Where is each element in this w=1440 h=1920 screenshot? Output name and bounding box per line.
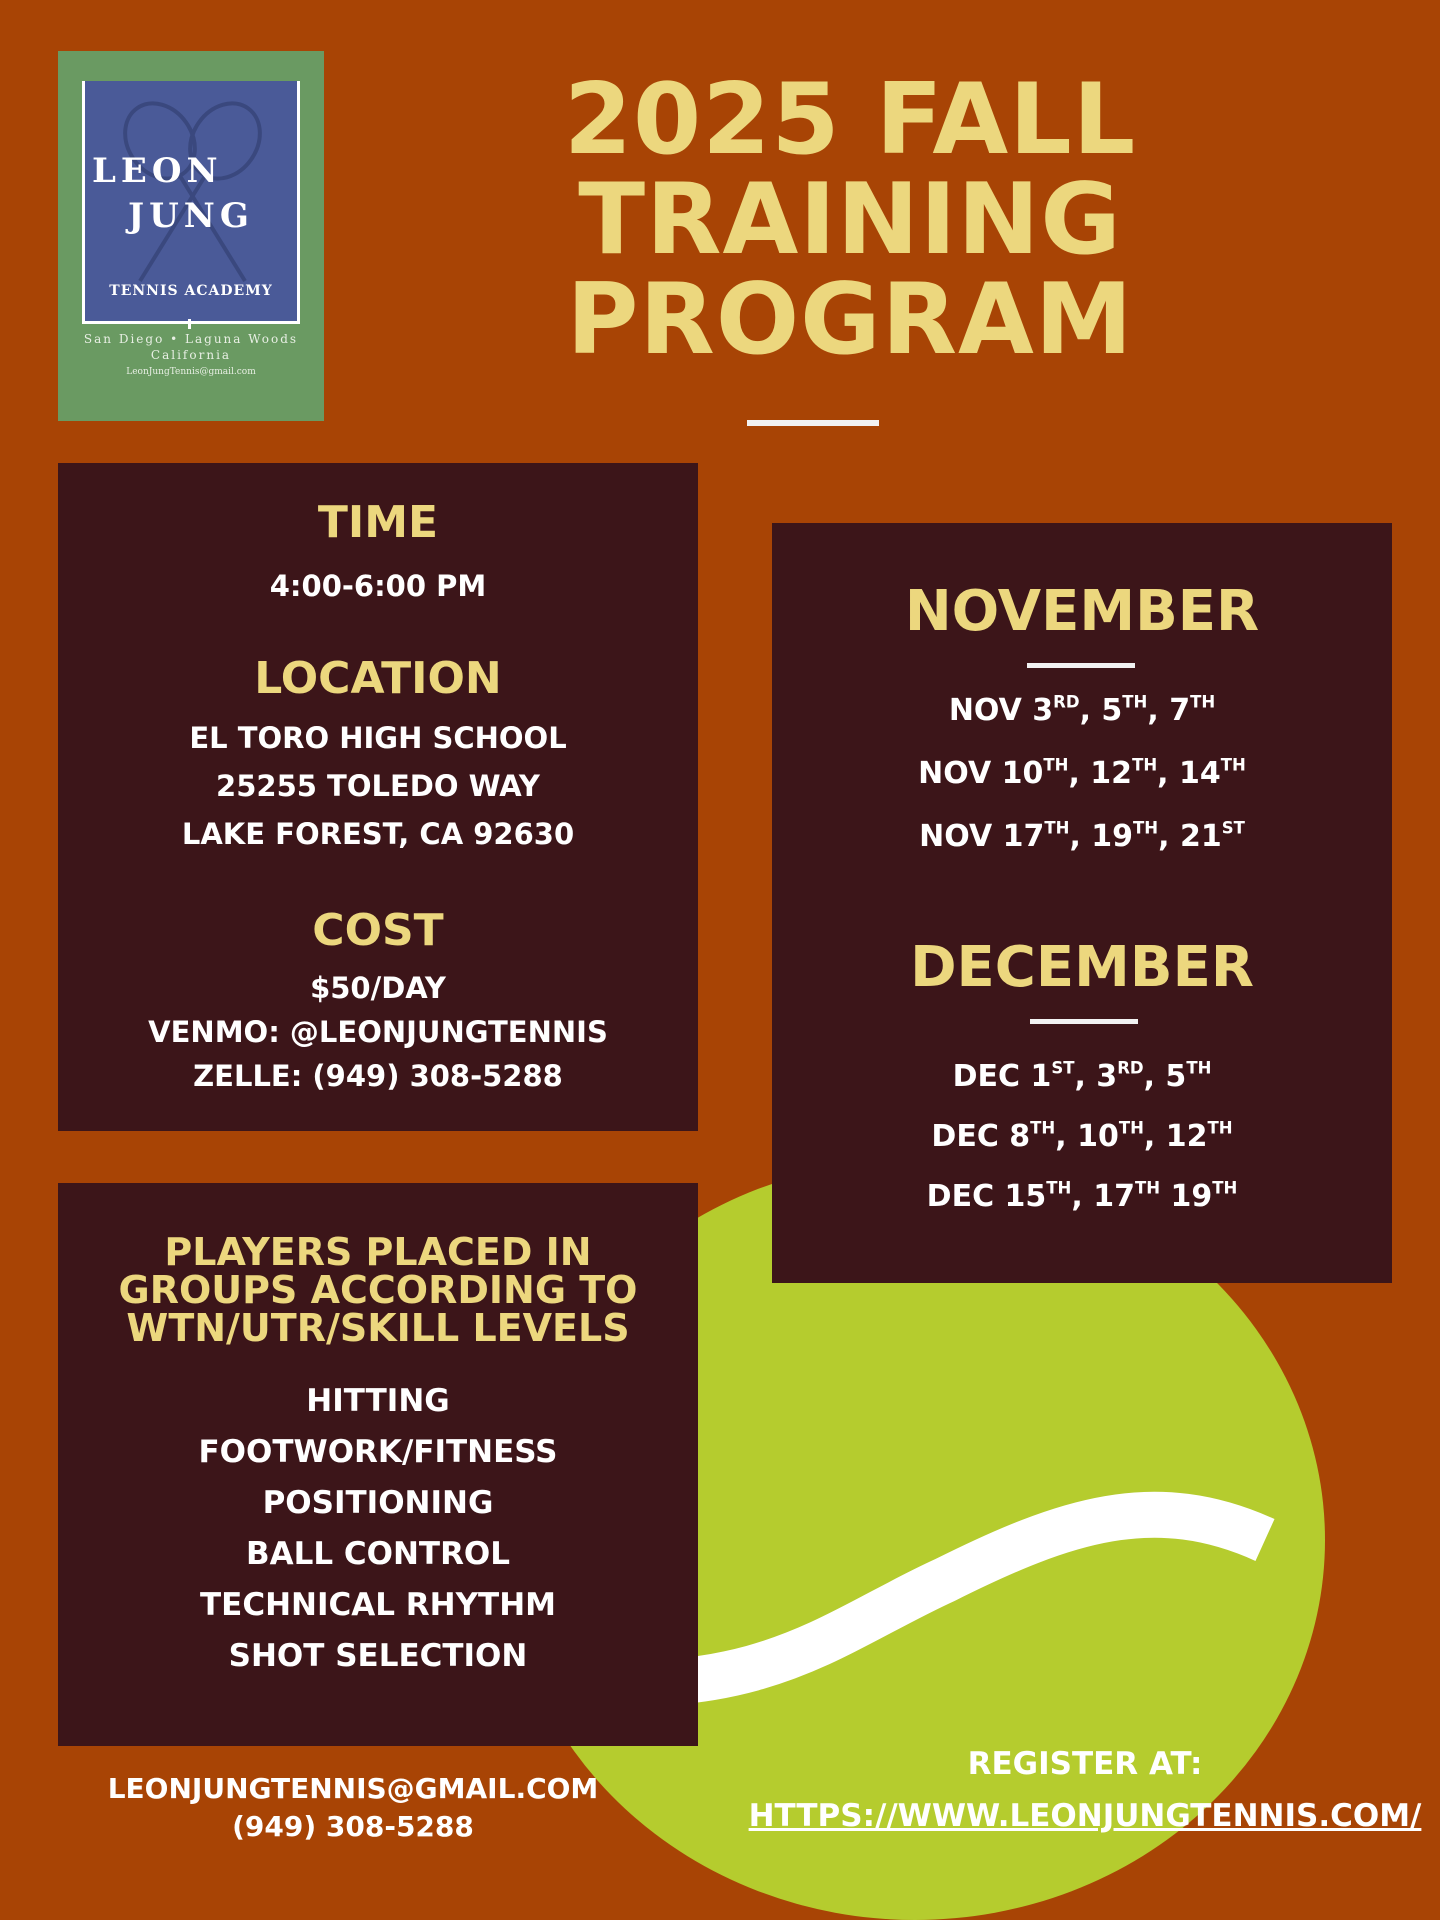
date-ordinal: TH [1118,1118,1144,1138]
november-divider [1027,663,1135,668]
date-ordinal: TH [1186,1058,1212,1078]
date-ordinal: TH [1044,818,1070,838]
training-focus-item: POSITIONING [262,1485,494,1521]
logo-name-last: JUNG [128,196,254,236]
training-focus-item: BALL CONTROL [245,1536,511,1572]
logo-name-first: LEON [92,151,223,191]
training-focus-item: SHOT SELECTION [228,1638,528,1674]
date-ordinal: TH [1043,755,1069,775]
date-row [772,1119,1392,1154]
cost-line: $50/DAY [310,971,446,1005]
date-text: NOV 3 [948,693,1054,728]
logo-email: LeonJungTennis@gmail.com [126,367,256,377]
date-text: DEC 8 [931,1119,1031,1154]
date-text: , 5 [1143,1059,1187,1094]
time-heading: TIME [317,497,439,548]
date-ordinal: TH [1122,692,1148,712]
december-heading: DECEMBER [910,935,1254,1000]
november-heading: NOVEMBER [904,579,1260,644]
date-text: , 7 [1147,693,1191,728]
date-ordinal: TH [1190,692,1216,712]
date-text: , 12 [1068,756,1133,791]
date-text: , 19 [1069,819,1134,854]
cost-heading: COST [312,905,444,956]
date-ordinal: ST [1051,1058,1075,1078]
date-text: NOV 10 [918,756,1044,791]
academy-logo [58,51,324,421]
logo-locations: San Diego • Laguna Woods California [83,332,299,362]
date-text: , 5 [1079,693,1123,728]
date-ordinal: TH [1134,1178,1161,1198]
logo-baseline [82,321,300,324]
training-focus-item: FOOTWORK/FITNESS [198,1434,558,1470]
date-ordinal: ST [1221,818,1245,838]
date-row [772,1179,1392,1214]
location-line: 25255 TOLEDO WAY [216,769,540,803]
location-heading: LOCATION [254,653,502,704]
training-focus-item: HITTING [306,1383,450,1419]
date-ordinal: TH [1046,1178,1072,1198]
date-ordinal: TH [1212,1178,1238,1198]
date-ordinal: TH [1030,1118,1056,1138]
page-title: 2025 FALL TRAINING PROGRAM [563,63,1137,377]
date-row [772,1059,1392,1094]
date-ordinal: TH [1207,1118,1233,1138]
date-text: NOV 17 [919,819,1045,854]
date-ordinal: RD [1053,692,1080,712]
location-line: EL TORO HIGH SCHOOL [189,721,567,755]
contact-phone[interactable]: (949) 308-5288 [232,1810,474,1843]
date-text: , 10 [1055,1119,1119,1154]
title-divider [747,420,879,426]
groups-heading: PLAYERS PLACED IN GROUPS ACCORDING TO WTN/UTR/SKILL LEVELS [118,1230,638,1350]
contact-email[interactable]: LEONJUNGTENNIS@GMAIL.COM [107,1772,599,1805]
info-panel [58,463,698,1131]
date-text: , 12 [1143,1119,1208,1154]
date-ordinal: TH [1132,755,1158,775]
date-text: , 17 [1071,1179,1135,1214]
register-url-link[interactable]: HTTPS://WWW.LEONJUNGTENNIS.COM/ [748,1798,1422,1834]
groups-panel [58,1183,698,1746]
date-ordinal: RD [1117,1058,1144,1078]
time-value: 4:00-6:00 PM [269,569,487,603]
date-row [772,756,1392,791]
date-text: , 21 [1158,819,1222,854]
cost-line: VENMO: @LEONJUNGTENNIS [148,1015,608,1049]
date-ordinal: TH [1133,818,1159,838]
date-text: , 3 [1074,1059,1118,1094]
schedule-panel [772,523,1392,1283]
date-ordinal: TH [1220,755,1246,775]
date-text: , 14 [1157,756,1221,791]
date-text: DEC 15 [926,1179,1047,1214]
register-label: REGISTER AT: [967,1746,1203,1782]
date-row [772,693,1392,728]
contact-block [58,1770,648,1846]
cost-line: ZELLE: (949) 308-5288 [193,1059,563,1093]
logo-center-mark [188,319,191,329]
date-text: 19 [1160,1179,1213,1214]
training-focus-item: TECHNICAL RHYTHM [200,1587,556,1623]
date-text: DEC 1 [952,1059,1052,1094]
logo-academy: TENNIS ACADEMY [109,283,273,299]
december-divider [1030,1019,1138,1024]
location-line: LAKE FOREST, CA 92630 [181,817,575,851]
date-row [772,819,1392,854]
